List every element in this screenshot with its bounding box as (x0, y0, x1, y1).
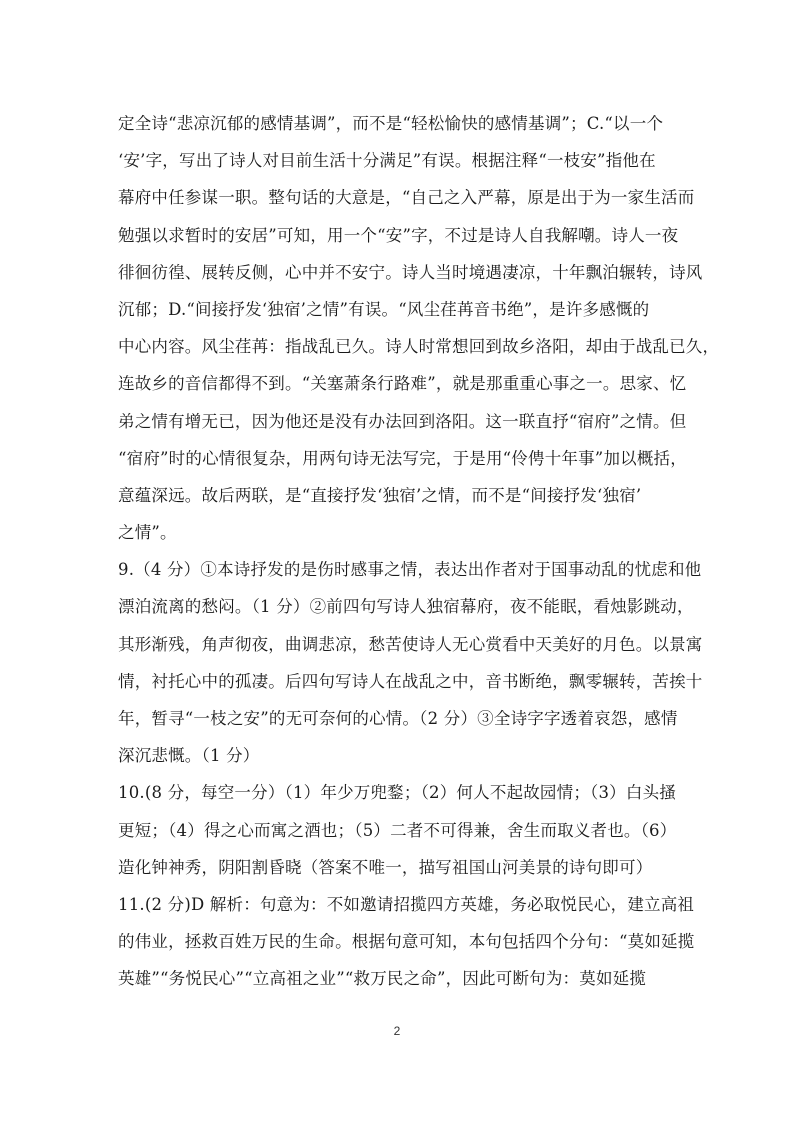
answer-9-line-5: 年，暂寻“一枝之安”的无可奈何的心情。（2 分）③全诗字字透着哀怨，感情 (118, 709, 678, 728)
answer-9-line-2: 漂泊流离的愁闷。（1 分）②前四句写诗人独宿幕府，夜不能眠，看烛影跳动， (118, 597, 694, 617)
page-number: 2 (393, 1024, 401, 1038)
text-line-5: 徘徊彷徨、展转反侧，心中并不安宁。诗人当时境遇凄凉，十年飘泊辗转，诗风 (118, 262, 703, 282)
text-line-11: 意蕴深远。故后两联，是“直接抒发‘独宿’之情，而不是“间接抒发‘独宿’ (118, 485, 642, 505)
text-line-6: 沉郁；D.“间接抒发‘独宿’之情”有误。“风尘荏苒音书绝”，是许多感慨的 (118, 299, 650, 319)
answer-10-line-3: 造化钟神秀，阴阳割昏晓（答案不唯一，描写祖国山河美景的诗句即可） (118, 857, 653, 877)
answer-9-line-4: 情，衬托心中的孤凄。后四句写诗人在战乱之中，音书断绝，飘零辗转，苦挨十 (118, 671, 703, 691)
text-line-9: 弟之情有增无已，因为他还是没有办法回到洛阳。这一联直抒“宿府”之情。但 (118, 411, 687, 431)
text-line-8: 连故乡的音信都得不到。“关塞萧条行路难”，就是那重重心事之一。思家、忆 (118, 374, 687, 394)
answer-10-line-1: 10.(8 分，每空一分）（1）年少万兜鍪；（2）何人不起故园情；（3）白头搔 (118, 783, 676, 803)
text-line-7: 中心内容。风尘荏苒：指战乱已久。诗人时常想回到故乡洛阳，却由于战乱已久， (118, 337, 720, 357)
answer-11-line-1: 11.(2 分)D 解析：句意为：不如邀请招揽四方英雄，务必取悦民心，建立高祖 (118, 894, 695, 914)
text-line-10: “宿府”时的心情很复杂，用两句诗无法写完，于是用“伶俜十年事”加以概括， (118, 448, 687, 468)
text-line-3: 幕府中任参谋一职。整句话的大意是，“自己之入严幕，原是出于为一家生活而 (118, 188, 695, 208)
answer-text-body (118, 105, 720, 998)
text-line-12: 之情”。 (118, 523, 177, 543)
answer-9-line-3: 其形渐残，角声彻夜，曲调悲凉，愁苦使诗人无心赏看中天美好的月色。以景寓 (118, 634, 703, 654)
answer-9-line-1: 9.（4 分）①本诗抒发的是伤时感事之情，表达出作者对于国事动乱的忧虑和他 (118, 560, 702, 580)
text-line-4: 勉强以求暂时的安居”可知，用一个“安”字，不过是诗人自我解嘲。诗人一夜 (118, 225, 679, 245)
answer-10-line-2: 更短；（4）得之心而寓之酒也；（5）二者不可得兼，舍生而取义者也。（6） (118, 820, 677, 840)
text-line-2: ‘安’字，写出了诗人对目前生活十分满足”有误。根据注释“一枝安”指他在 (118, 151, 656, 171)
text-line-1: 定全诗“悲凉沉郁的感情基调”，而不是“轻松愉快的感情基调”；C.“以一个 (118, 114, 664, 133)
answer-9-line-6: 深沉悲慨。（1 分） (118, 746, 260, 766)
answer-11-line-2: 的伟业，拯救百姓万民的生命。根据句意可知，本句包括四个分句：“莫如延揽 (118, 932, 695, 952)
answer-11-line-3: 英雄”“务悦民心”“立高祖之业”“救万民之命”，因此可断句为：莫如延揽 (118, 969, 647, 989)
